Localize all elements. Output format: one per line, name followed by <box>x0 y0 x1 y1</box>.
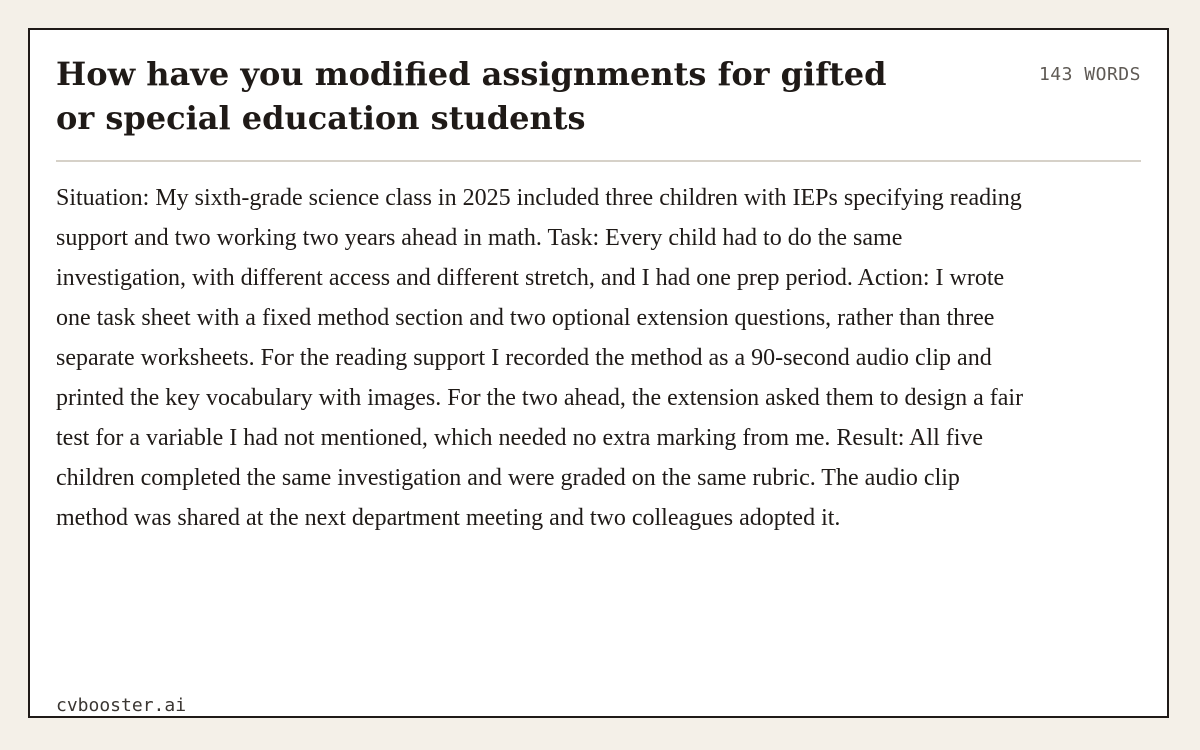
question-title: How have you modified assignments for gifted or special education students <box>56 55 887 137</box>
site-watermark: cvbooster.ai <box>56 695 187 716</box>
answer-body: Situation: My sixth-grade science class in 2025 included three children with IEPs specifying reading support and two working two years ahead in math. Task: Every child had to do the same investigation, with different access and different stretch, and I had one prep period. Action: I wrote one task sheet with a fixed method section and two optional extension questions, rather than three separate worksheets. For the reading support I recorded the method as a 90-second audio clip and printed the key vocabulary with images. For the two ahead, the extension asked them to design a fair test for a variable I had not mentioned, which needed no extra marking from me. Result: All five children completed the same investigation and were graded on the same rubric. The audio clip method was shared at the next department meeting and two colleagues adopted it. <box>56 185 1024 531</box>
answer-card <box>28 28 1169 718</box>
word-count-badge: 143 WORDS <box>1038 64 1141 85</box>
header-divider <box>56 160 1141 162</box>
